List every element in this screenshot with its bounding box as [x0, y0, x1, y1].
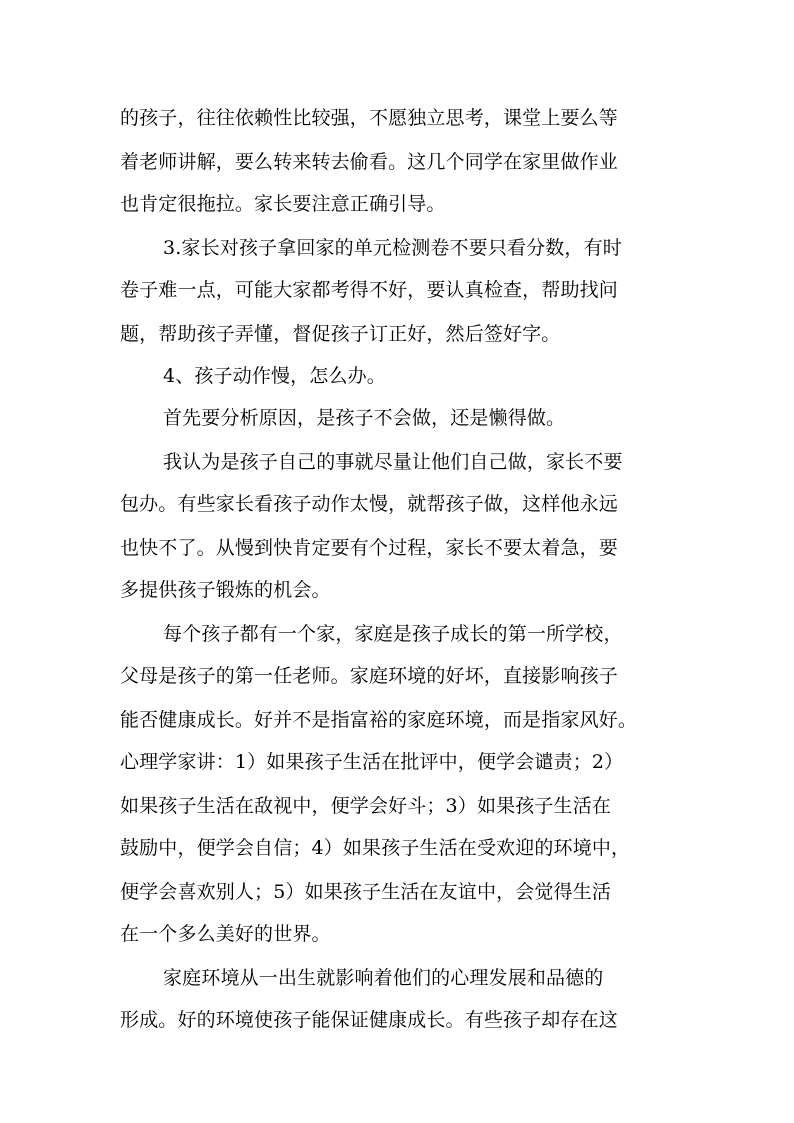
- text-line: 首先要分析原因，是孩子不会做，还是懒得做。: [163, 407, 566, 429]
- text-line: 4、孩子动作慢，怎么办。: [163, 365, 386, 387]
- text-line: 也肯定很拖拉。家长要注意正确引导。: [120, 193, 446, 215]
- text-line: 题，帮助孩子弄懂，督促孩子订正好，然后签好字。: [120, 323, 561, 345]
- text-line: 心理学家讲：1）如果孩子生活在批评中，便学会谴责；2）: [120, 751, 624, 773]
- text-line: 能否健康成长。好并不是指富裕的家庭环境，而是指家风好。: [120, 709, 638, 731]
- text-line: 如果孩子生活在敌视中，便学会好斗；3）如果孩子生活在: [120, 795, 611, 817]
- text-line: 在一个多么美好的世界。: [120, 923, 331, 945]
- text-line: 着老师讲解，要么转来转去偷看。这几个同学在家里做作业: [120, 151, 618, 173]
- text-line: 形成。好的环境使孩子能保证健康成长。有些孩子却存在这: [120, 1009, 618, 1031]
- text-line: 卷子难一点，可能大家都考得不好，要认真检查，帮助找问: [120, 279, 618, 301]
- text-line: 的孩子，往往依赖性比较强，不愿独立思考，课堂上要么等: [120, 107, 618, 129]
- text-line: 我认为是孩子自己的事就尽量让他们自己做，家长不要: [163, 451, 623, 473]
- text-line: 鼓励中，便学会自信；4）如果孩子生活在受欢迎的环境中，: [120, 837, 631, 859]
- text-line: 3.家长对孩子拿回家的单元检测卷不要只看分数，有时: [163, 237, 622, 259]
- text-line: 也快不了。从慢到快肯定要有个过程，家长不要太着急，要: [120, 537, 618, 559]
- text-line: 父母是孩子的第一任老师。家庭环境的好坏，直接影响孩子: [120, 665, 618, 687]
- text-line: 便学会喜欢别人；5）如果孩子生活在友谊中，会觉得生活: [120, 881, 611, 903]
- text-line: 每个孩子都有一个家，家庭是孩子成长的第一所学校，: [163, 623, 623, 645]
- text-line: 包办。有些家长看孩子动作太慢，就帮孩子做，这样他永远: [120, 493, 618, 515]
- text-line: 家庭环境从一出生就影响着他们的心理发展和品德的: [163, 967, 604, 989]
- text-line: 多提供孩子锻炼的机会。: [120, 579, 331, 601]
